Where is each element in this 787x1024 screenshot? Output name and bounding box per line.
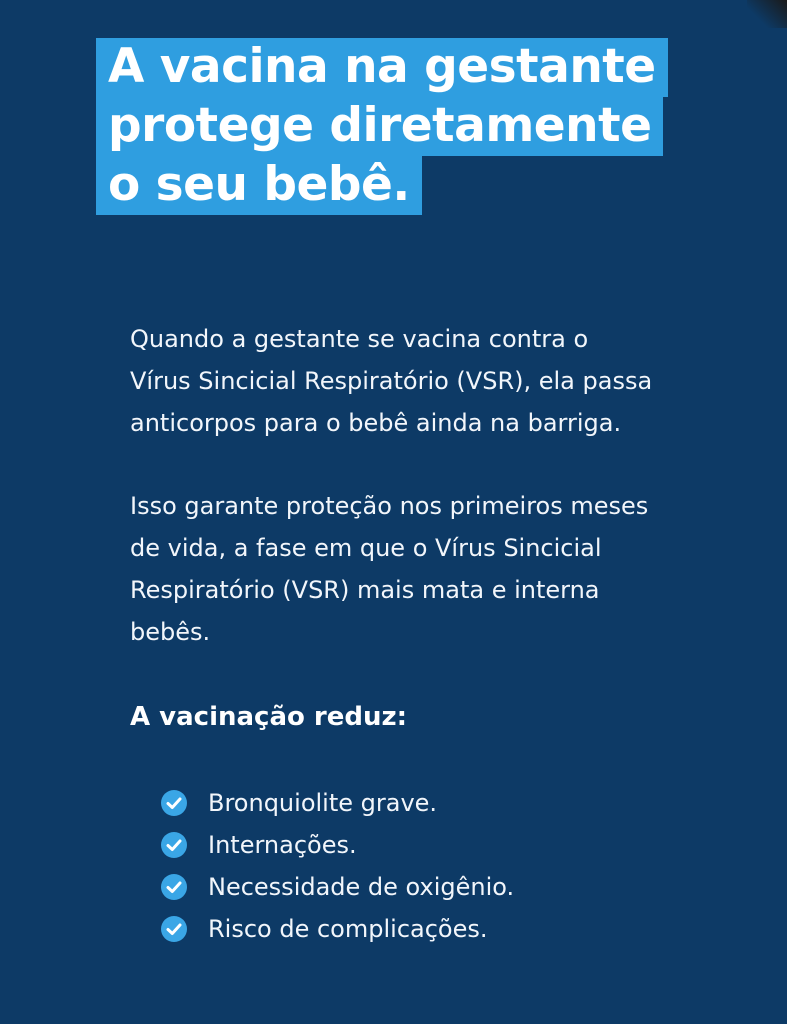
paragraph-vaccination-explanation <box>130 318 770 444</box>
benefit-label: Necessidade de oxigênio. <box>208 873 515 901</box>
benefit-item <box>160 782 720 824</box>
paragraph-protection <box>130 485 770 653</box>
headline-line-2: protege diretamente <box>96 97 663 156</box>
headline-line-3: o seu bebê. <box>96 156 422 215</box>
benefit-label: Risco de complicações. <box>208 915 488 943</box>
corner-shadow <box>747 0 787 28</box>
benefit-label: Internações. <box>208 831 357 859</box>
benefits-list <box>160 782 720 950</box>
check-circle-icon <box>160 873 188 901</box>
paragraph1-line: Vírus Sincicial Respiratório (VSR), ela passa <box>130 367 653 395</box>
check-circle-icon <box>160 831 188 859</box>
benefit-label: Bronquiolite grave. <box>208 789 438 817</box>
benefits-heading: A vacinação reduz: <box>130 702 408 732</box>
benefit-item <box>160 866 720 908</box>
paragraph2-line: Isso garante proteção nos primeiros meses <box>130 492 649 520</box>
headline-line-1: A vacina na gestante <box>96 38 668 97</box>
headline <box>96 38 736 215</box>
paragraph2-line: de vida, a fase em que o Vírus Sincicial <box>130 534 602 562</box>
paragraph1-line: anticorpos para o bebê ainda na barriga. <box>130 409 622 437</box>
paragraph2-line: Respiratório (VSR) mais mata e interna <box>130 576 600 604</box>
benefit-item <box>160 824 720 866</box>
check-circle-icon <box>160 915 188 943</box>
benefit-item <box>160 908 720 950</box>
check-circle-icon <box>160 789 188 817</box>
paragraph1-line: Quando a gestante se vacina contra o <box>130 325 589 353</box>
paragraph2-line: bebês. <box>130 618 211 646</box>
